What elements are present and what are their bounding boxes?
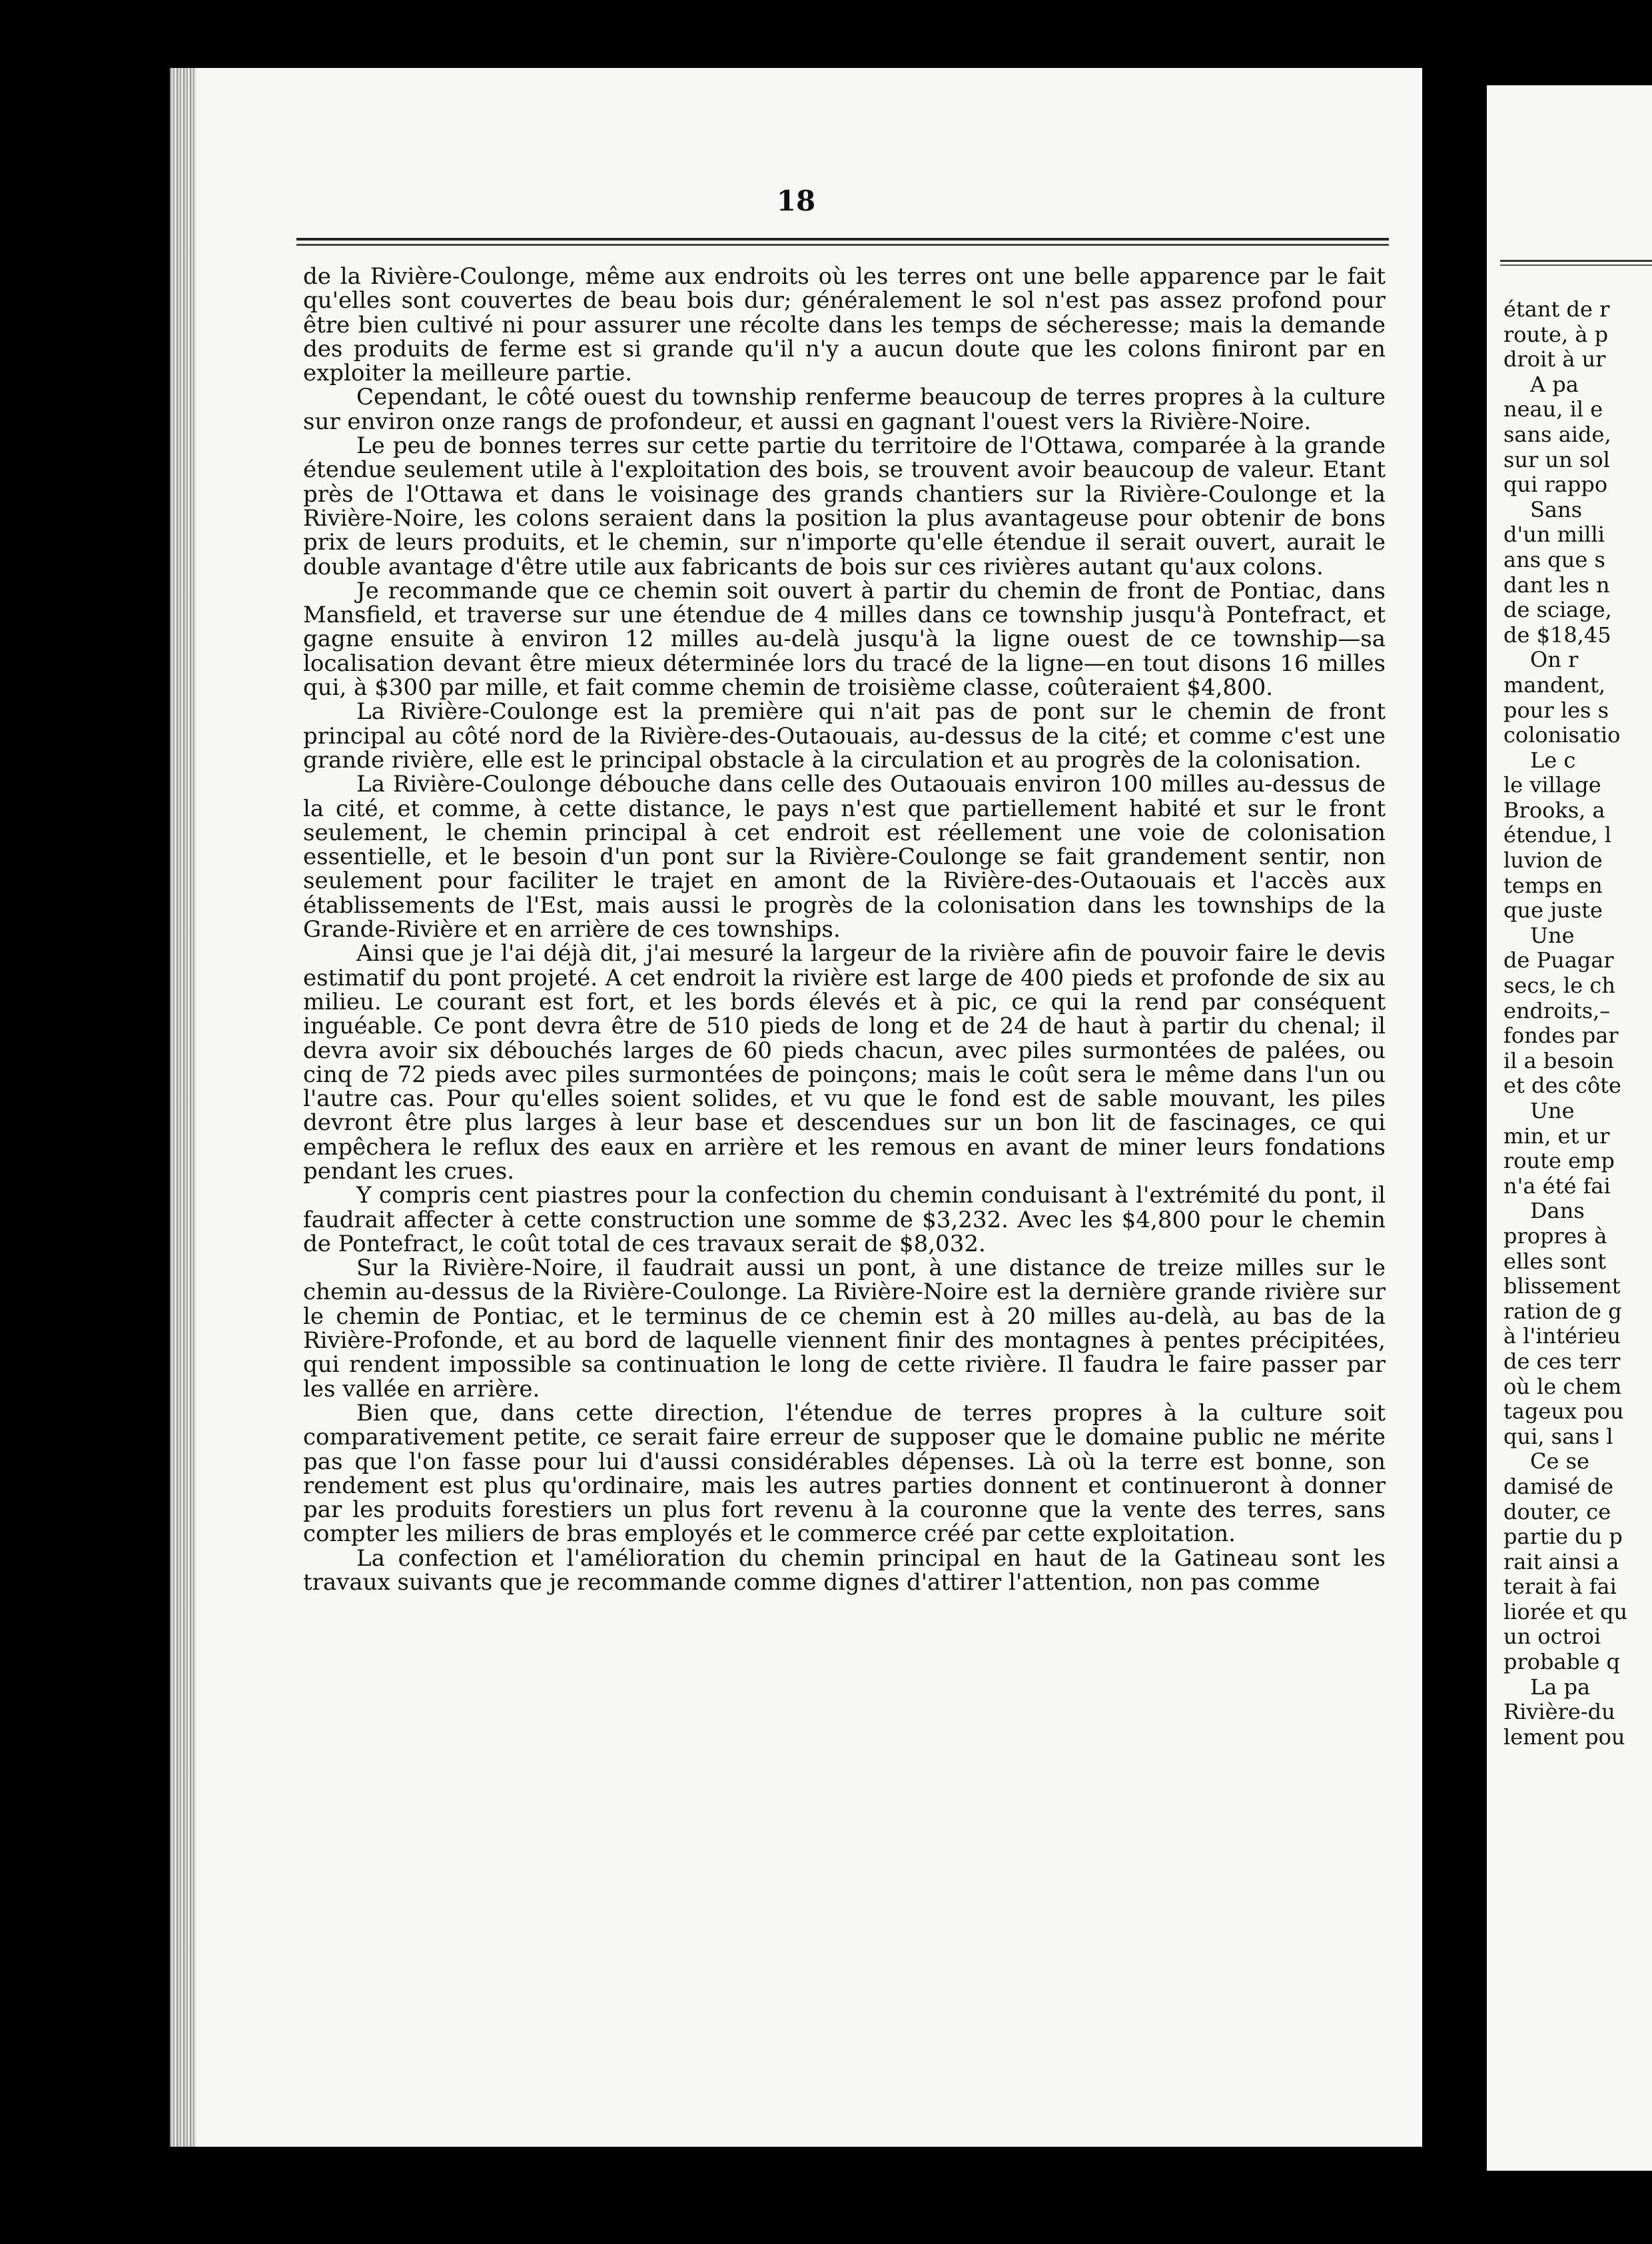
right-page-line: Le c bbox=[1530, 747, 1576, 773]
right-page-line: fondes par bbox=[1503, 1023, 1619, 1049]
right-page-line: endroits,– bbox=[1503, 997, 1611, 1023]
right-page-line: d'un milli bbox=[1503, 522, 1605, 548]
right-page-line: de $18,45 bbox=[1503, 622, 1611, 648]
right-page-line: partie du p bbox=[1503, 1524, 1623, 1550]
left-page bbox=[170, 68, 1422, 2147]
paragraph-11: La confection et l'amélioration du chemin principal en haut de la Gatineau sont les travaux suivants que je recommande comme dignes d'attirer l'attention, non pas comme bbox=[303, 1544, 1386, 1596]
right-page-line: propres à bbox=[1503, 1223, 1607, 1249]
right-page-line: à l'intérieu bbox=[1503, 1323, 1621, 1349]
paragraph-9: Sur la Rivière-Noire, il faudrait aussi un pont, à une distance de treize milles sur le chemin au-dessus de la Rivière-Coulonge. La Rivière-Noire est la dernière grande rivière sur le chemin de Pontiac, et le terminus de ce chemin est à 20 milles au-delà, au bas de la Rivière-Profonde, et au bord de laquelle viennent finir des montagnes à pentes précipitées, qui rendent impossible sa continuation le long de cette rivière. Il faudra le faire passer par les vallée en arrière. bbox=[303, 1255, 1386, 1402]
right-page-line: A pa bbox=[1530, 371, 1579, 397]
paragraph-3: Le peu de bonnes terres sur cette partie du territoire de l'Ottawa, comparée à la grande étendue seulement utile à l'exploitation des bois, se trouvent avoir beaucoup de valeur. Etant près de l'Ottawa et dans le voisinage des grands chantiers sur la Rivière-Coulonge et la Rivière-Noire, les colons seraient dans la position la plus avantageuse pour obtenir de bons prix de leurs produits, et le chemin, sur n'importe qu'elle étendue il serait ouvert, aurait le double avantage d'être utile aux fabricants de bois sur ces rivières autant qu'aux colons. bbox=[303, 432, 1386, 580]
right-page-line: mandent, bbox=[1503, 672, 1606, 698]
right-page-line: luvion de bbox=[1503, 847, 1603, 873]
right-page-text bbox=[1503, 297, 1652, 1750]
right-page-line: Une bbox=[1530, 922, 1575, 948]
right-page-line: douter, ce bbox=[1503, 1498, 1611, 1524]
binding-edge bbox=[170, 68, 197, 2147]
right-page-line: de Puagar bbox=[1503, 947, 1614, 973]
right-page-line: qui rappo bbox=[1503, 472, 1608, 498]
right-page-line: étant de r bbox=[1503, 296, 1610, 322]
right-page-line: que juste bbox=[1503, 897, 1603, 923]
right-page-line: damisé de bbox=[1503, 1473, 1614, 1499]
right-page-line: un octroi bbox=[1503, 1624, 1601, 1650]
right-page-line: terait à fai bbox=[1503, 1574, 1617, 1600]
right-page-line: ration de g bbox=[1503, 1298, 1622, 1324]
right-page-line: colonisatio bbox=[1503, 722, 1621, 748]
right-page-line: rait ainsi a bbox=[1503, 1548, 1619, 1574]
right-page-line: de sciage, bbox=[1503, 597, 1612, 623]
body-text bbox=[303, 265, 1386, 1594]
paragraph-1: de la Rivière-Coulonge, même aux endroits où les terres ont une belle apparence par le fait qu'elles sont couvertes de beau bois dur; généralement le sol n'est pas assez profond pour être bien cultivé ni pour assurer une récolte dans les temps de sécheresse; mais la demande des produits de ferme est si grande qu'il n'y a aucun doute que les colons finiront par en exploiter la meilleure partie. bbox=[303, 263, 1386, 387]
right-page-line: lement pou bbox=[1503, 1724, 1625, 1750]
right-page-line: La pa bbox=[1530, 1674, 1591, 1700]
right-page-line: sur un sol bbox=[1503, 446, 1610, 472]
paragraph-5: La Rivière-Coulonge est la première qui n'ait pas de pont sur le chemin de front principal au côté nord de la Rivière-des-Outaouais, au-dessus de la cité; et comme c'est une grande rivière, elle est le principal obstacle à la circulation et au progrès de la colonisation. bbox=[303, 698, 1386, 774]
right-page-line: pour les s bbox=[1503, 697, 1609, 723]
right-page-line: route, à p bbox=[1503, 321, 1609, 347]
right-page bbox=[1487, 85, 1652, 2171]
paragraph-6: La Rivière-Coulonge débouche dans celle des Outaouais environ 100 milles au-dessus de la cité, et comme, à cette distance, le pays n'est que partiellement habité et sur le front seulement, le chemin principal à cet endroit est réellement une voie de colonisation essentielle, et le besoin d'un pont sur la Rivière-Coulonge se fait grandement sentir, non seulement pour faciliter le trajet en amont de la Rivière-des-Outaouais et l'accès aux établissements de l'Est, mais aussi le progrès de la colonisation dans les townships de la Grande-Rivière et en arrière de ces townships. bbox=[303, 771, 1386, 943]
paragraph-10: Bien que, dans cette direction, l'étendue de terres propres à la culture soit comparativement petite, ce serait faire erreur de supposer que le domaine public ne mérite pas que l'on fasse pour lui d'aussi considérables dépenses. Là où la terre est bonne, son rendement est plus qu'ordinaire, mais les autres parties donnent et continueront à donner par les produits forestiers un plus fort revenu à la couronne que la vente des terres, sans compter les miliers de bras employés et le commerce créé par cette exploitation. bbox=[303, 1399, 1386, 1548]
right-page-line: droit à ur bbox=[1503, 346, 1606, 372]
paragraph-4: Je recommande que ce chemin soit ouvert à partir du chemin de front de Pontiac, dans Mansfield, et traverse sur une étendue de 4 milles dans ce township jusqu'à Pontefract, et gagne ensuite à environ 12 milles au-delà jusqu'à la ligne ouest de ce township—sa localisation devant être mieux déterminée lors du tracé de la ligne—en tout disons 16 milles qui, à $300 par mille, et fait comme chemin de troisième classe, coûteraient $4,800. bbox=[303, 577, 1386, 702]
page-number: 18 bbox=[776, 185, 816, 217]
right-page-line: sans aide, bbox=[1503, 421, 1611, 447]
right-page-line: il a besoin bbox=[1503, 1047, 1614, 1073]
right-header-rule bbox=[1500, 260, 1652, 267]
right-page-line: min, et ur bbox=[1503, 1123, 1610, 1149]
right-page-line: qui, sans l bbox=[1503, 1423, 1613, 1449]
paragraph-2: Cependant, le côté ouest du township renferme beaucoup de terres propres à la culture sur environ onze rangs de profondeur, et aussi en gagnant l'ouest vers la Rivière-Noire. bbox=[303, 384, 1386, 435]
right-page-line: n'a été fai bbox=[1503, 1173, 1611, 1199]
right-page-line: Ce se bbox=[1530, 1448, 1589, 1474]
right-page-line: Dans bbox=[1530, 1198, 1585, 1224]
right-page-line: Rivière-du bbox=[1503, 1699, 1615, 1725]
right-page-line: où le chem bbox=[1503, 1373, 1622, 1399]
right-page-line: liorée et qu bbox=[1503, 1598, 1628, 1624]
right-page-line: Une bbox=[1530, 1098, 1575, 1123]
right-page-line: secs, le ch bbox=[1503, 973, 1615, 999]
right-page-line: le village bbox=[1503, 772, 1601, 798]
right-page-line: On r bbox=[1530, 647, 1579, 673]
paragraph-7: Ainsi que je l'ai déjà dit, j'ai mesuré la largeur de la rivière afin de pouvoir faire le devis estimatif du pont projeté. A cet endroit la rivière est large de 400 pieds et profonde de six au milieu. Le courant est fort, et les bords élevés et à pic, ce qui la rend par conséquent inguéable. Ce pont devra être de 510 pieds de long et de 24 de haut à partir du chenal; il devra avoir six débouchés larges de 60 pieds chacun, avec piles surmontées de palées, ou cinq de 72 pieds avec piles surmontées de poinçons; mais le coût sera le même dans l'un ou l'autre cas. Pour qu'elles soient solides, et vu que le fond est de sable mouvant, les piles devront être plus larges à leur base et descendues sur un bon lit de fascinages, ce qui empêchera le reflux des eaux en arrière et les remous en avant de miner leurs fondations pendant les crues. bbox=[303, 940, 1386, 1185]
right-page-line: temps en bbox=[1503, 872, 1603, 898]
right-page-line: Brooks, a bbox=[1503, 797, 1605, 823]
right-page-line: route emp bbox=[1503, 1148, 1615, 1174]
right-page-line: et des côte bbox=[1503, 1073, 1621, 1099]
right-page-line: ans que s bbox=[1503, 546, 1605, 572]
right-page-line: de ces terr bbox=[1503, 1348, 1621, 1374]
right-page-line: blissement bbox=[1503, 1273, 1621, 1299]
right-page-line: étendue, l bbox=[1503, 822, 1611, 848]
right-page-line: elles sont bbox=[1503, 1248, 1607, 1274]
right-page-line: neau, il e bbox=[1503, 396, 1603, 422]
paragraph-8: Y compris cent piastres pour la confection du chemin conduisant à l'extrémité du pont, il faudrait affecter à cette construction une somme de $3,232. Avec les $4,800 pour le chemin de Pontefract, le coût total de ces travaux serait de $8,032. bbox=[303, 1182, 1386, 1257]
right-page-line: tageux pou bbox=[1503, 1399, 1624, 1424]
right-page-line: probable q bbox=[1503, 1649, 1620, 1675]
right-page-line: Sans bbox=[1530, 496, 1583, 522]
header-rule bbox=[296, 238, 1389, 247]
right-page-line: dant les n bbox=[1503, 572, 1610, 598]
